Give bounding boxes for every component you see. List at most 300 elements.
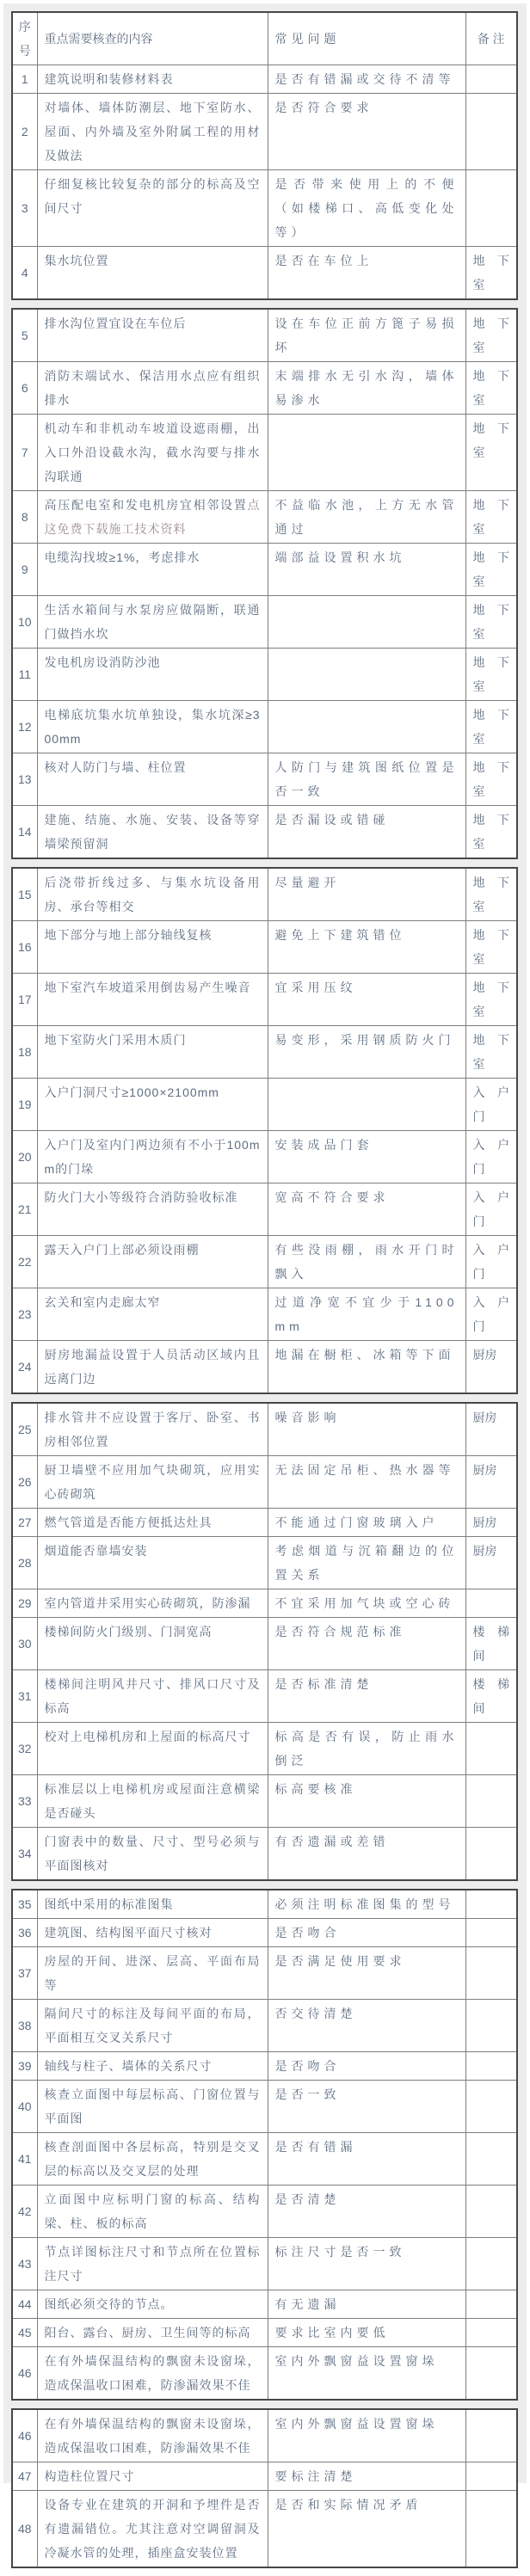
table-row — [12, 415, 517, 491]
check-item-text: 地下室汽车坡道采用倒齿易产生噪音 — [44, 981, 251, 994]
check-item-text: 烟道能否靠墙安装 — [44, 1544, 148, 1558]
check-item-text: 电缆沟找坡≥1%，考虑排水 — [44, 550, 200, 564]
check-item-text: 生活水箱间与水泵房应做隔断，联通门做挡水坎 — [44, 603, 261, 641]
row-problem-cell: 是否清楚 — [268, 2186, 465, 2238]
row-problem-cell: 要求比室内要低 — [268, 2319, 465, 2347]
row-number-cell: 10 — [12, 596, 37, 649]
table-row — [12, 596, 517, 649]
check-item-text: 在有外墙保温结构的飘窗未设窗垛，造成保温收口困难，防渗漏效果不佳 — [44, 2417, 261, 2455]
row-number-cell: 25 — [12, 1403, 37, 1456]
table-row — [12, 362, 517, 415]
check-item-text: 校对上电梯机房和上屋面的标高尺寸 — [44, 1730, 251, 1743]
row-content-cell — [37, 1618, 268, 1670]
row-problem-cell — [268, 701, 465, 753]
check-item-text: 建筑说明和装修材料表 — [44, 72, 174, 86]
row-content-cell — [37, 2462, 268, 2491]
row-number-cell: 35 — [12, 1890, 37, 1919]
row-problem-cell: 是否一致 — [268, 2081, 465, 2133]
row-remark-cell — [465, 1890, 517, 1919]
row-remark-cell: 地 下 室 — [465, 974, 517, 1026]
row-number-cell: 13 — [12, 753, 37, 806]
table-row — [12, 2081, 517, 2133]
row-number-cell: 18 — [12, 1026, 37, 1079]
row-content-cell — [37, 1236, 268, 1288]
row-number-cell: 31 — [12, 1670, 37, 1723]
table-row — [12, 2238, 517, 2290]
row-remark-cell: 厨房 — [465, 1456, 517, 1509]
row-remark-cell — [465, 1828, 517, 1881]
row-problem-cell: 是否满足使用要求 — [268, 1947, 465, 2000]
check-item-text: 核查剖面图中各层标高，特别是交叉层的标高以及交叉层的处理 — [44, 2140, 261, 2178]
row-problem-cell: 是否和实际情况矛盾 — [268, 2491, 465, 2568]
table-row — [12, 974, 517, 1026]
check-item-text: 集水坑位置 — [44, 254, 109, 267]
check-item-text: 轴线与柱子、墙体的关系尺寸 — [44, 2059, 213, 2073]
table-row — [12, 868, 517, 921]
row-content-cell — [37, 309, 268, 362]
row-remark-cell — [465, 2081, 517, 2133]
checklist-table-group — [11, 11, 518, 300]
check-item-text: 设备专业在建筑的开洞和予埋件是否有遗漏错位。尤其注意对空调留洞及冷凝水管的处理，插座盒安装位置 — [44, 2498, 261, 2560]
check-item-text: 核查立面图中每层标高、门窗位置与平面图 — [44, 2087, 261, 2125]
row-problem-cell: 是否有错漏或交待不清等 — [268, 65, 465, 94]
header-row — [12, 12, 517, 65]
row-content-cell — [37, 1079, 268, 1131]
row-remark-cell: 厨房 — [465, 1403, 517, 1456]
table-row — [12, 701, 517, 753]
row-content-cell — [37, 2347, 268, 2401]
row-content-cell — [37, 921, 268, 974]
row-problem-cell — [268, 596, 465, 649]
row-problem-cell: 是否标准清楚 — [268, 1670, 465, 1723]
row-problem-cell: 不益临水池，上方无水管通过 — [268, 491, 465, 544]
check-item-text: 立面图中应标明门窗的标高、结构梁、柱、板的标高 — [44, 2192, 261, 2230]
row-number-cell: 9 — [12, 544, 37, 596]
check-item-text: 构造柱位置尺寸 — [44, 2469, 135, 2483]
check-item-text: 玄关和室内走廊太窄 — [44, 1295, 161, 1309]
row-content-cell — [37, 2319, 268, 2347]
row-problem-cell: 易变形，采用钢质防火门 — [268, 1026, 465, 1079]
row-number-cell: 46 — [12, 2347, 37, 2401]
check-item-text: 机动车和非机动车坡道设遮雨棚，出入口外沿设截水沟，截水沟要与排水沟联通 — [44, 421, 261, 483]
row-number-cell: 34 — [12, 1828, 37, 1881]
row-remark-cell: 地 下 室 — [465, 491, 517, 544]
row-number-cell: 43 — [12, 2238, 37, 2290]
row-content-cell — [37, 1183, 268, 1236]
row-problem-cell: 尽量避开 — [268, 868, 465, 921]
table-row — [12, 309, 517, 362]
row-remark-cell: 入 户 门 — [465, 1131, 517, 1183]
table-row — [12, 2319, 517, 2347]
table-row — [12, 247, 517, 300]
table-row — [12, 1670, 517, 1723]
check-item-text: 阳台、露台、厨房、卫生间等的标高 — [44, 2326, 251, 2339]
check-item-text: 入户门及室内门两边须有不小于100mm的门垛 — [44, 1138, 261, 1176]
row-remark-cell — [465, 170, 517, 247]
check-item-text: 厨卫墙壁不应用加气块砌筑，应用实心砖砌筑 — [44, 1463, 261, 1501]
row-problem-cell: 人防门与建筑图纸位置是否一致 — [268, 753, 465, 806]
row-number-cell: 15 — [12, 868, 37, 921]
check-item-text: 露天入户门上部必须设雨棚 — [44, 1243, 200, 1257]
check-item-text: 消防末端试水、保洁用水点应有组织排水 — [44, 369, 261, 407]
table-row — [12, 65, 517, 94]
table-row — [12, 2347, 517, 2401]
row-remark-cell: 入 户 门 — [465, 1236, 517, 1288]
row-number-cell: 12 — [12, 701, 37, 753]
check-item-text: 图纸中采用的标准图集 — [44, 1897, 174, 1911]
check-item-text: 后浇带折线过多、与集水坑设备用房、承台等相交 — [44, 876, 261, 913]
table-row — [12, 1131, 517, 1183]
check-item-text: 地下部分与地上部分轴线复核 — [44, 928, 213, 942]
row-remark-cell: 地 下 室 — [465, 701, 517, 753]
row-remark-cell: 地 下 室 — [465, 544, 517, 596]
row-remark-cell: 地 下 室 — [465, 247, 517, 300]
check-item-text: 地下室防火门采用木质门 — [44, 1033, 187, 1047]
row-remark-cell: 楼 梯 间 — [465, 1618, 517, 1670]
row-remark-cell — [465, 2052, 517, 2081]
column-header-no: 序号 — [12, 12, 37, 65]
row-content-cell — [37, 1026, 268, 1079]
row-number-cell: 20 — [12, 1131, 37, 1183]
table-row — [12, 1723, 517, 1775]
row-content-cell — [37, 2238, 268, 2290]
row-number-cell: 11 — [12, 649, 37, 701]
row-remark-cell: 地 下 室 — [465, 868, 517, 921]
table-row — [12, 1589, 517, 1618]
row-remark-cell — [465, 2290, 517, 2319]
row-problem-cell: 否交待清楚 — [268, 2000, 465, 2052]
row-number-cell: 46 — [12, 2409, 37, 2462]
row-problem-cell — [268, 415, 465, 491]
row-content-cell — [37, 649, 268, 701]
row-number-cell: 16 — [12, 921, 37, 974]
checklist-table-group — [11, 867, 518, 1394]
table-row — [12, 2290, 517, 2319]
row-number-cell: 17 — [12, 974, 37, 1026]
row-content-cell — [37, 2000, 268, 2052]
row-problem-cell: 不宜采用加气块或空心砖 — [268, 1589, 465, 1618]
row-number-cell: 3 — [12, 170, 37, 247]
row-number-cell: 45 — [12, 2319, 37, 2347]
row-number-cell: 22 — [12, 1236, 37, 1288]
row-problem-cell: 地漏在橱柜、冰箱等下面 — [268, 1341, 465, 1394]
row-problem-cell: 是否吻合 — [268, 1919, 465, 1947]
table-row — [12, 1775, 517, 1828]
row-content-cell — [37, 2052, 268, 2081]
row-remark-cell — [465, 2462, 517, 2491]
column-header-problem: 常见问题 — [268, 12, 465, 65]
row-content-cell — [37, 415, 268, 491]
check-item-text: 防火门大小等级符合消防验收标准 — [44, 1190, 238, 1204]
row-content-cell — [37, 806, 268, 859]
row-number-cell: 27 — [12, 1509, 37, 1537]
check-item-text: 入户门洞尺寸≥1000×2100mm — [44, 1085, 219, 1099]
row-problem-cell: 标注尺寸是否一致 — [268, 2238, 465, 2290]
check-item-text: 厨房地漏益设置于人员活动区域内且远离门边 — [44, 1348, 261, 1386]
row-problem-cell: 是否有错漏 — [268, 2133, 465, 2186]
row-content-cell — [37, 2290, 268, 2319]
row-number-cell: 1 — [12, 65, 37, 94]
table-row — [12, 2133, 517, 2186]
table-row — [12, 491, 517, 544]
row-content-cell — [37, 1288, 268, 1341]
row-remark-cell — [465, 2491, 517, 2568]
check-item-text: 发电机房设消防沙池 — [44, 655, 161, 669]
row-content-cell — [37, 362, 268, 415]
row-content-cell — [37, 1828, 268, 1881]
check-item-text: 建施、结施、水施、安装、设备等穿墙梁预留洞 — [44, 813, 261, 851]
row-problem-cell: 避免上下建筑错位 — [268, 921, 465, 974]
check-item-text: 在有外墙保温结构的飘窗未设窗垛，造成保温收口困难，防渗漏效果不佳 — [44, 2354, 261, 2392]
row-remark-cell — [465, 65, 517, 94]
row-content-cell — [37, 94, 268, 170]
row-content-cell — [37, 1947, 268, 2000]
row-remark-cell: 入 户 门 — [465, 1288, 517, 1341]
table-row — [12, 2491, 517, 2568]
row-problem-cell: 是否吻合 — [268, 2052, 465, 2081]
row-remark-cell — [465, 94, 517, 170]
row-remark-cell: 厨房 — [465, 1509, 517, 1537]
row-number-cell: 40 — [12, 2081, 37, 2133]
row-number-cell: 33 — [12, 1775, 37, 1828]
row-problem-cell — [268, 1079, 465, 1131]
row-content-cell — [37, 2491, 268, 2568]
row-content-cell — [37, 1537, 268, 1589]
row-content-cell — [37, 2409, 268, 2462]
row-remark-cell — [465, 2347, 517, 2401]
check-item-text: 隔间尺寸的标注及每间平面的布局，平面相互交叉关系尺寸 — [44, 2007, 261, 2044]
row-number-cell: 23 — [12, 1288, 37, 1341]
row-problem-cell: 是否在车位上 — [268, 247, 465, 300]
table-row — [12, 2186, 517, 2238]
check-item-text: 燃气管道是否能方便抵达灶具 — [44, 1515, 213, 1529]
row-remark-cell: 地 下 室 — [465, 806, 517, 859]
row-content-cell — [37, 1509, 268, 1537]
column-header-remark: 备 注 — [465, 12, 517, 65]
row-problem-cell: 设在车位正前方篦子易损坏 — [268, 309, 465, 362]
row-content-cell — [37, 491, 268, 544]
row-problem-cell: 安装成品门套 — [268, 1131, 465, 1183]
row-problem-cell: 无法固定吊柜、热水器等 — [268, 1456, 465, 1509]
checklist-table-group — [11, 2408, 518, 2568]
row-content-cell — [37, 1723, 268, 1775]
check-item-text: 楼梯间防火门级别、门洞宽高 — [44, 1625, 213, 1638]
row-number-cell: 38 — [12, 2000, 37, 2052]
row-number-cell: 39 — [12, 2052, 37, 2081]
row-content-cell — [37, 1890, 268, 1919]
table-row — [12, 1919, 517, 1947]
row-content-cell — [37, 753, 268, 806]
table-row — [12, 1026, 517, 1079]
check-item-text: 建筑图、结构图平面尺寸核对 — [44, 1926, 213, 1940]
row-number-cell: 7 — [12, 415, 37, 491]
table-row — [12, 921, 517, 974]
row-remark-cell: 厨房 — [465, 1537, 517, 1589]
row-content-cell — [37, 596, 268, 649]
row-number-cell: 48 — [12, 2491, 37, 2568]
checklist-table — [11, 11, 516, 2576]
row-number-cell: 2 — [12, 94, 37, 170]
row-content-cell — [37, 170, 268, 247]
row-content-cell — [37, 65, 268, 94]
table-row — [12, 1341, 517, 1394]
row-number-cell: 24 — [12, 1341, 37, 1394]
table-row — [12, 94, 517, 170]
row-number-cell: 30 — [12, 1618, 37, 1670]
row-problem-cell: 是否符合要求 — [268, 94, 465, 170]
table-row — [12, 649, 517, 701]
table-row — [12, 806, 517, 859]
checklist-table-group — [11, 308, 518, 859]
row-remark-cell: 地 下 室 — [465, 1026, 517, 1079]
row-problem-cell: 要标注清楚 — [268, 2462, 465, 2491]
row-number-cell: 14 — [12, 806, 37, 859]
row-remark-cell: 地 下 室 — [465, 921, 517, 974]
table-row — [12, 1079, 517, 1131]
check-item-text: 房屋的开间、进深、层高、平面布局等 — [44, 1954, 261, 1992]
row-number-cell: 5 — [12, 309, 37, 362]
row-problem-cell: 宜采用压纹 — [268, 974, 465, 1026]
row-number-cell: 29 — [12, 1589, 37, 1618]
row-problem-cell: 不能通过门窗玻璃入户 — [268, 1509, 465, 1537]
row-remark-cell — [465, 2319, 517, 2347]
row-content-cell — [37, 868, 268, 921]
check-item-text: 标准层以上电梯机房或屋面注意横梁是否碰头 — [44, 1782, 261, 1820]
row-remark-cell: 入 户 门 — [465, 1183, 517, 1236]
table-row — [12, 753, 517, 806]
row-problem-cell: 噪音影响 — [268, 1403, 465, 1456]
row-number-cell: 4 — [12, 247, 37, 300]
table-row — [12, 1403, 517, 1456]
row-number-cell: 6 — [12, 362, 37, 415]
row-number-cell: 44 — [12, 2290, 37, 2319]
check-item-text: 室内管道井采用实心砖砌筑，防渗漏 — [44, 1596, 251, 1610]
row-problem-cell: 室内外飘窗益设置窗垛 — [268, 2409, 465, 2462]
row-content-cell — [37, 1589, 268, 1618]
row-content-cell — [37, 544, 268, 596]
table-row — [12, 1288, 517, 1341]
row-problem-cell: 端部益设置积水坑 — [268, 544, 465, 596]
table-row — [12, 2052, 517, 2081]
row-problem-cell: 是否带来使用上的不便（如楼梯口、高低变化处等） — [268, 170, 465, 247]
row-number-cell: 36 — [12, 1919, 37, 1947]
check-item-text: 排水管井不应设置于客厅、卧室、书房相邻位置 — [44, 1411, 261, 1448]
table-row — [12, 1183, 517, 1236]
row-problem-cell: 有些没雨棚，雨水开门时飘入 — [268, 1236, 465, 1288]
check-item-text: 排水沟位置宜设在车位后 — [44, 317, 187, 330]
row-remark-cell: 入 户 门 — [465, 1079, 517, 1131]
row-problem-cell: 有无遗漏 — [268, 2290, 465, 2319]
checklist-table-group — [11, 1889, 518, 2401]
table-row — [12, 2462, 517, 2491]
row-number-cell: 42 — [12, 2186, 37, 2238]
table-row — [12, 1537, 517, 1589]
row-remark-cell: 地 下 室 — [465, 596, 517, 649]
row-content-cell — [37, 701, 268, 753]
row-problem-cell: 过道净宽不宜少于1100mm — [268, 1288, 465, 1341]
check-item-text: 图纸必须交待的节点。 — [44, 2297, 174, 2311]
row-content-cell — [37, 1341, 268, 1394]
row-problem-cell: 是否漏设或错碰 — [268, 806, 465, 859]
row-problem-cell: 有否遗漏或差错 — [268, 1828, 465, 1881]
check-item-text: 电梯底坑集水坑单独设，集水坑深≥300mm — [44, 708, 261, 746]
row-content-cell — [37, 1131, 268, 1183]
row-content-cell — [37, 974, 268, 1026]
row-problem-cell — [268, 649, 465, 701]
row-remark-cell: 楼 梯 间 — [465, 1670, 517, 1723]
check-item-text: 仔细复核比较复杂的部分的标高及空间尺寸 — [44, 177, 261, 215]
row-number-cell: 21 — [12, 1183, 37, 1236]
row-remark-cell: 地 下 室 — [465, 415, 517, 491]
row-content-cell — [37, 2186, 268, 2238]
table-row — [12, 170, 517, 247]
row-content-cell — [37, 1403, 268, 1456]
row-remark-cell — [465, 2186, 517, 2238]
row-number-cell: 19 — [12, 1079, 37, 1131]
row-problem-cell: 室内外飘窗益设置窗垛 — [268, 2347, 465, 2401]
row-problem-cell: 是否符合规范标准 — [268, 1618, 465, 1670]
row-content-cell — [37, 1670, 268, 1723]
row-problem-cell: 标高要核准 — [268, 1775, 465, 1828]
row-remark-cell — [465, 2000, 517, 2052]
table-row — [12, 1890, 517, 1919]
row-remark-cell — [465, 1775, 517, 1828]
row-number-cell: 8 — [12, 491, 37, 544]
row-number-cell: 47 — [12, 2462, 37, 2491]
row-remark-cell — [465, 1589, 517, 1618]
column-header-content: 重点需要核查的内容 — [37, 12, 268, 65]
download-link-text[interactable]: 点这免费下载施工技术资料 — [44, 498, 261, 536]
row-problem-cell: 标高是否有误，防止雨水倒泛 — [268, 1723, 465, 1775]
check-item-text: 高压配电室和发电机房宜相邻设置 — [44, 498, 248, 512]
row-remark-cell — [465, 2133, 517, 2186]
row-content-cell — [37, 1456, 268, 1509]
row-content-cell — [37, 2081, 268, 2133]
table-row — [12, 1828, 517, 1881]
row-remark-cell — [465, 1919, 517, 1947]
table-row — [12, 1618, 517, 1670]
row-number-cell: 32 — [12, 1723, 37, 1775]
row-problem-cell: 必须注明标准图集的型号 — [268, 1890, 465, 1919]
row-problem-cell: 末端排水无引水沟，墙体易渗水 — [268, 362, 465, 415]
row-remark-cell: 地 下 室 — [465, 753, 517, 806]
row-remark-cell — [465, 2409, 517, 2462]
check-item-text: 门窗表中的数量、尺寸、型号必须与平面图核对 — [44, 1835, 261, 1872]
row-problem-cell: 考虑烟道与沉箱翻边的位置关系 — [268, 1537, 465, 1589]
row-remark-cell — [465, 2238, 517, 2290]
row-number-cell: 37 — [12, 1947, 37, 2000]
row-content-cell — [37, 247, 268, 300]
row-remark-cell: 地 下 室 — [465, 362, 517, 415]
table-row — [12, 2000, 517, 2052]
table-row — [12, 2409, 517, 2462]
row-number-cell: 26 — [12, 1456, 37, 1509]
checklist-table-group — [11, 1402, 518, 1881]
row-remark-cell — [465, 1723, 517, 1775]
row-remark-cell: 地 下 室 — [465, 309, 517, 362]
table-row — [12, 544, 517, 596]
check-item-text: 对墙体、墙体防潮层、地下室防水、屋面、内外墙及室外附属工程的用材及做法 — [44, 101, 261, 163]
row-remark-cell: 厨房 — [465, 1341, 517, 1394]
table-row — [12, 1947, 517, 2000]
row-number-cell: 28 — [12, 1537, 37, 1589]
row-content-cell — [37, 1775, 268, 1828]
row-remark-cell — [465, 1947, 517, 2000]
check-item-text: 楼梯间注明风井尺寸、排风口尺寸及标高 — [44, 1677, 261, 1715]
row-problem-cell: 宽高不符合要求 — [268, 1183, 465, 1236]
check-item-text: 核对人防门与墙、柱位置 — [44, 760, 187, 774]
table-row — [12, 1236, 517, 1288]
